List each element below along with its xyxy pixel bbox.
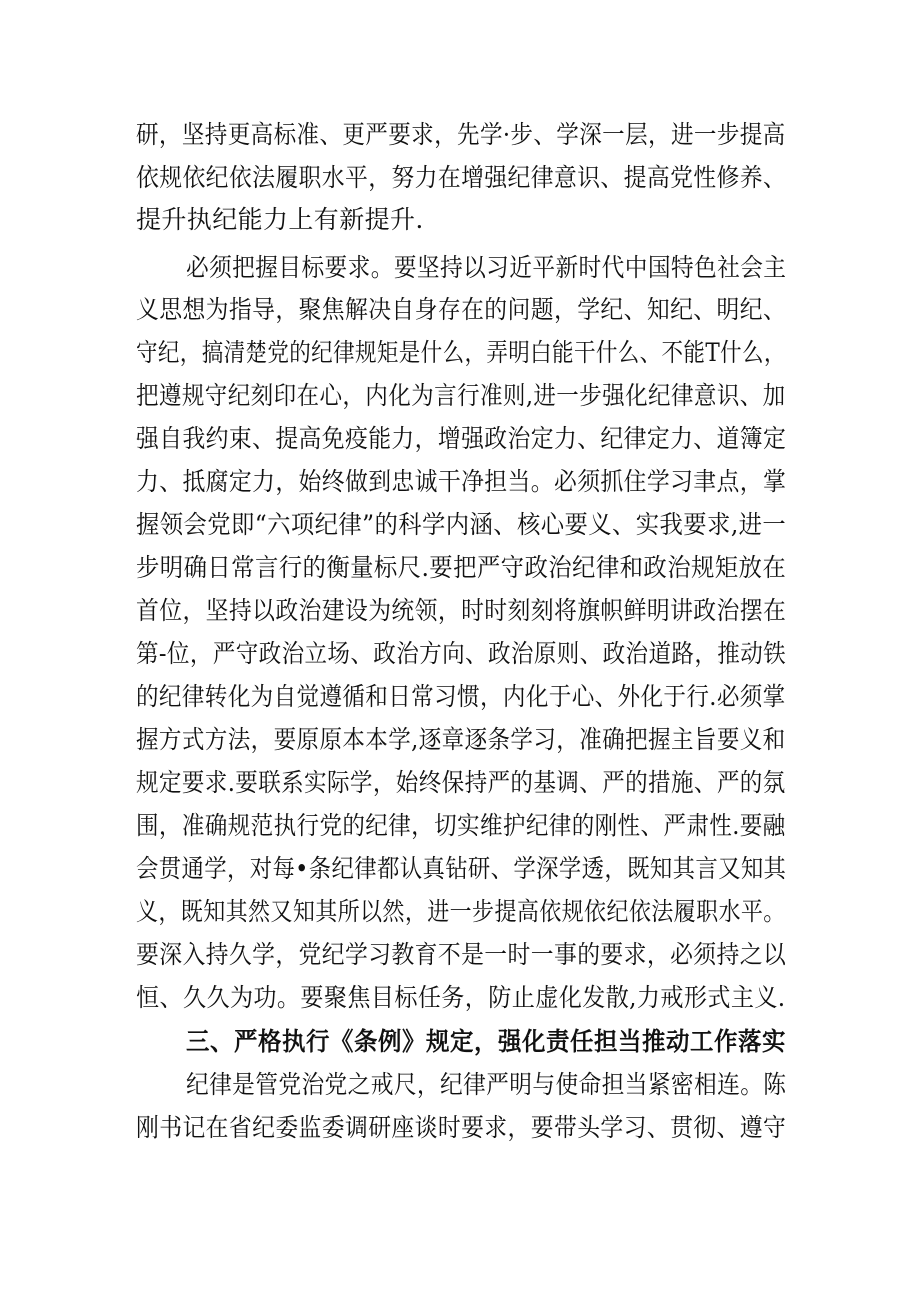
text-line: 的纪律转化为自觉遵循和日常习惯，内化于心、外化于行.必须掌 xyxy=(136,682,786,711)
text-line: 刚书记在省纪委监委调研座谈时要求，要带头学习、贯彻、遵守 xyxy=(136,1113,787,1142)
text-line: 握方式方法，要原原本本学,逐章逐条学习，准确把握主旨要义和 xyxy=(136,725,786,754)
text-line: 守纪，搞清楚党的纪律规矩是什么，弄明白能干什么、不能T什么， xyxy=(136,338,786,367)
section-heading: 三、严格执行《条例》规定，强化责任担当推动工作落实 xyxy=(186,1027,787,1056)
text-line: 把遵规守纪刻印在心，内化为言行准则,进一步强化纪律意识、加 xyxy=(136,381,786,410)
text-line: 围，准确规范执行党的纪律，切实维护纪律的刚性、严肃性.要融 xyxy=(136,811,786,840)
text-line: 会贯通学，对每•条纪律都认真钻研、学深学透，既知其言又知其 xyxy=(136,854,787,883)
text-line: 义，既知其然又知其所以然，进一步提高依规依纪依法履职水平。 xyxy=(136,897,786,926)
text-line: 依规依纪依法履职水平，努力在增强纪律意识、提高党性修养、 xyxy=(136,163,787,192)
text-line: 第-位，严守政治立场、政治方向、政治原则、政治道路，推动铁 xyxy=(136,639,787,668)
text-line: 步明确日常言行的衡量标尺.要把严守政治纪律和政治规矩放在 xyxy=(136,553,787,582)
text-line: 研，坚持更高标准、更严要求，先学·步、学深一层，进一步提高 xyxy=(136,120,786,149)
text-line: 恒、久久为功。要聚焦目标任务，防止虚化发散,力戒形式主义. xyxy=(136,983,786,1012)
text-line: 首位，坚持以政治建设为统领，时时刻刻将旗帜鲜明讲政治摆在 xyxy=(136,596,787,625)
text-line: 纪律是管党治党之戒尺，纪律严明与使命担当紧密相连。陈 xyxy=(186,1070,787,1099)
text-line: 必须把握目标要求。要坚持以习近平新时代中国特色社会主 xyxy=(186,253,787,282)
text-line: 义思想为指导，聚焦解决自身存在的问题，学纪、知纪、明纪、 xyxy=(136,295,787,324)
text-line: 强自我约束、提高免疫能力，增强政治定力、纪律定力、道簿定 xyxy=(136,424,787,453)
text-line: 规定要求.要联系实际学，始终保持严的基调、严的措施、严的氛 xyxy=(136,768,786,797)
text-line: 提升执纪能力上有新提升. xyxy=(136,205,424,234)
text-line: 要深入持久学，党纪学习教育不是一时一事的要求，必须持之以 xyxy=(136,940,787,969)
text-line: 握领会党即“六项纪律”的科学内涵、核心要义、实我要求,进一 xyxy=(136,510,787,539)
text-line: 力、抵腐定力，始终做到忠诚干净担当。必须抓住学习聿点，掌 xyxy=(136,467,787,496)
